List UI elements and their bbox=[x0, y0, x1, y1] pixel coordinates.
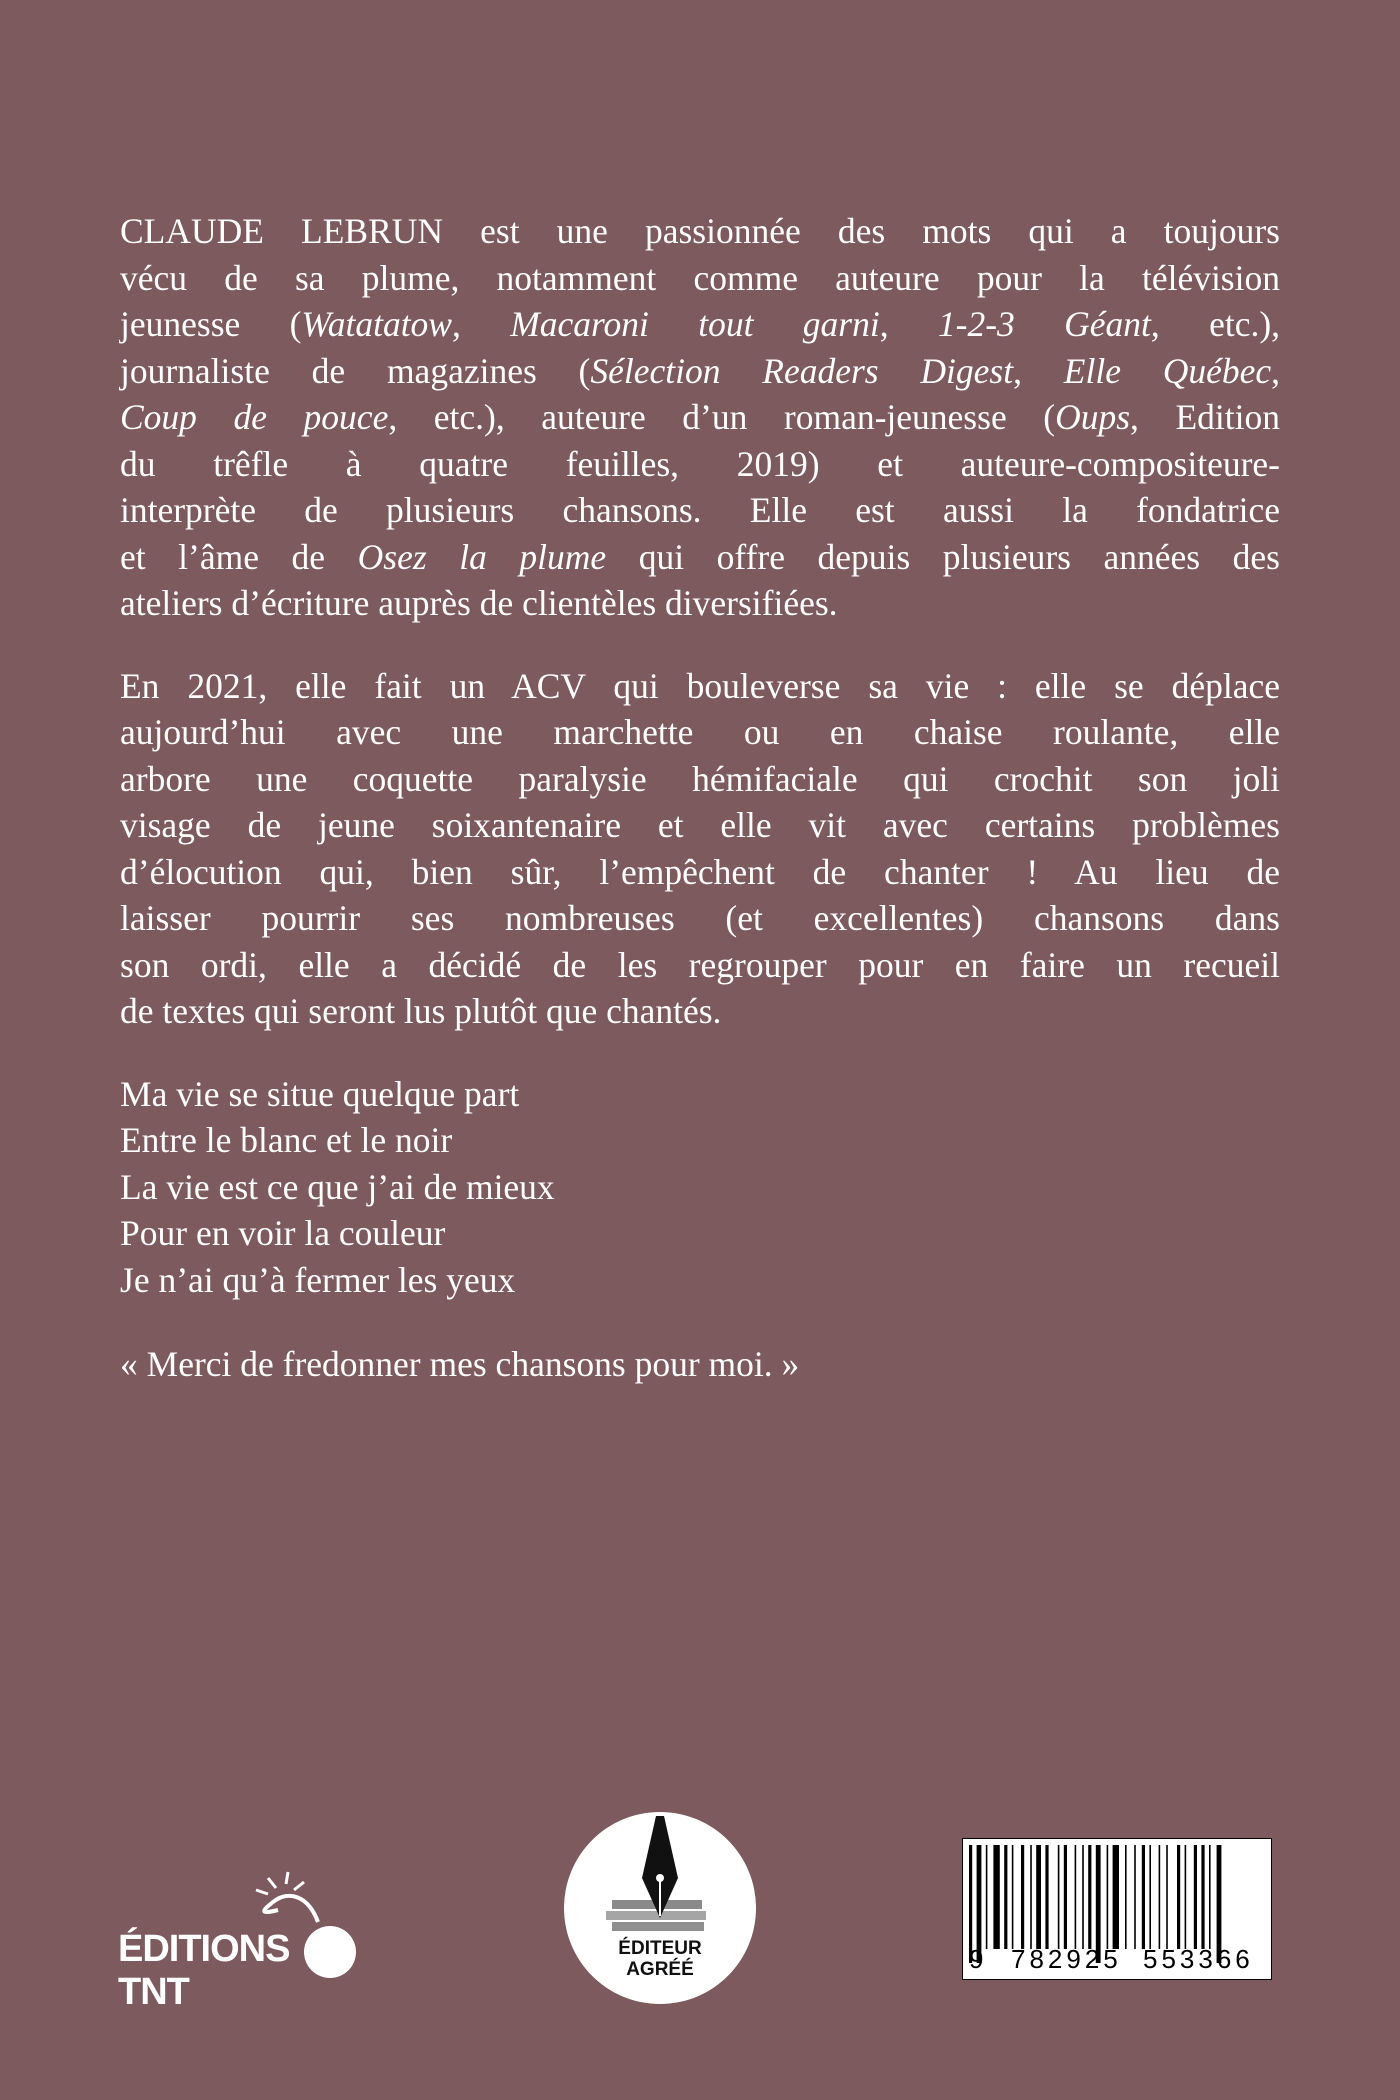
barcode-bar bbox=[1107, 1845, 1109, 1949]
barcode-bar bbox=[1001, 1845, 1003, 1949]
poem-line: Pour en voir la couleur bbox=[120, 1213, 446, 1253]
bio-line bbox=[120, 255, 1280, 302]
title-italic: Coup de pouce bbox=[120, 397, 389, 437]
barcode-bar bbox=[1045, 1845, 1048, 1949]
title-italic: Oups bbox=[1055, 397, 1131, 437]
bio-text-run: , etc.), bbox=[1150, 304, 1281, 344]
barcode-bar bbox=[1120, 1845, 1123, 1949]
barcode-group-1: 782925 bbox=[1011, 1944, 1122, 1974]
bio-line bbox=[120, 580, 1280, 627]
bio-text-run: vécu de sa plume, notamment comme auteure pour la télévision bbox=[120, 257, 1280, 298]
bio-line bbox=[120, 487, 1280, 534]
barcode-bar bbox=[1068, 1845, 1073, 1949]
barcode-bar bbox=[1206, 1845, 1208, 1949]
barcode-bar bbox=[1036, 1845, 1041, 1949]
barcode-digit-first: 9 bbox=[969, 1944, 985, 1974]
bio-text-run: ateliers d’écriture auprès de clientèles diversifiées. bbox=[120, 583, 838, 623]
barcode-bar bbox=[1058, 1845, 1060, 1949]
barcode-bar bbox=[1146, 1845, 1148, 1949]
barcode-bar bbox=[1110, 1845, 1112, 1949]
poem-line: Ma vie se situe quelque part bbox=[120, 1073, 520, 1114]
barcode-bar bbox=[1166, 1845, 1168, 1949]
bio-line bbox=[120, 394, 1280, 441]
closing-quote: « Merci de fredonner mes chansons pour moi. » bbox=[120, 1344, 800, 1384]
bio-line bbox=[120, 301, 1280, 348]
story-line: En 2021, elle fait un ACV qui bouleverse sa vie : elle se déplace bbox=[120, 665, 1280, 706]
barcode-bar bbox=[1134, 1845, 1136, 1949]
poem-excerpt bbox=[120, 1071, 1280, 1304]
barcode-bar bbox=[1078, 1845, 1081, 1949]
isbn-barcode bbox=[962, 1838, 1272, 1980]
seal-line-2: AGRÉÉ bbox=[626, 1959, 694, 1980]
story-line: arbore une coquette paralysie hémifaciale qui crochit son joli bbox=[120, 758, 1280, 799]
title-italic: Sélection Readers Digest bbox=[590, 350, 1014, 391]
barcode-bar bbox=[983, 1845, 985, 1949]
bio-text-run: et l’âme de bbox=[120, 536, 358, 577]
barcode-bar bbox=[986, 1845, 988, 1949]
bio-text-run: , bbox=[879, 304, 938, 344]
bio-text-run: , bbox=[1271, 350, 1281, 391]
barcode-bar bbox=[1201, 1845, 1204, 1949]
bio-text-run: interprète de plusieurs chansons. Elle est aussi la fondatrice bbox=[120, 490, 1280, 530]
bio-line bbox=[120, 534, 1280, 581]
title-italic: Elle Québec bbox=[1063, 350, 1272, 391]
bio-text-run: du trêfle à quatre feuilles, 2019) et auteure-compositeure- bbox=[120, 443, 1280, 484]
logo-text bbox=[118, 1928, 368, 2014]
barcode-bar bbox=[1012, 1845, 1014, 1949]
logo-wordmark: ÉDITIONS TNT bbox=[118, 1928, 290, 2013]
barcode-bar bbox=[1033, 1845, 1035, 1949]
barcode-bar bbox=[1209, 1845, 1211, 1949]
bio-text-run: journaliste de magazines ( bbox=[120, 350, 591, 391]
barcode-bar bbox=[993, 1845, 999, 1949]
story-line: son ordi, elle a décidé de les regrouper pour en faire un recueil bbox=[120, 944, 1280, 985]
barcode-bar bbox=[1075, 1845, 1077, 1949]
barcode-bar bbox=[1177, 1845, 1180, 1949]
publisher-logo bbox=[118, 1860, 368, 2013]
bio-paragraph bbox=[120, 208, 1280, 627]
story-line: aujourd’hui avec une marchette ou en chaise roulante, elle bbox=[120, 712, 1280, 752]
barcode-bar bbox=[1142, 1845, 1145, 1949]
bio-text-run: , bbox=[1013, 350, 1064, 391]
barcode-bar bbox=[1137, 1845, 1140, 1949]
barcode-bar bbox=[1042, 1845, 1044, 1949]
barcode-bar bbox=[1194, 1845, 1197, 1949]
bio-line bbox=[120, 348, 1280, 395]
story-paragraph bbox=[120, 663, 1280, 1035]
barcode-bar bbox=[1050, 1845, 1056, 1949]
barcode-bar bbox=[1149, 1845, 1151, 1949]
title-italic: Watatatow bbox=[301, 304, 452, 344]
story-line: laisser pourrir ses nombreuses (et excellentes) chansons dans bbox=[120, 898, 1280, 938]
barcode-bar bbox=[1030, 1845, 1032, 1949]
poem-line: La vie est ce que j’ai de mieux bbox=[120, 1166, 555, 1207]
editeur-agree-seal bbox=[560, 1808, 760, 2008]
bio-text-run: , bbox=[452, 304, 511, 344]
barcode-bar bbox=[1061, 1845, 1063, 1949]
barcode-bar bbox=[1085, 1845, 1087, 1949]
barcode-bar bbox=[1182, 1845, 1184, 1949]
story-line: visage de jeune soixantenaire et elle vit avec certains problèmes bbox=[120, 805, 1280, 845]
barcode-bar bbox=[1082, 1845, 1084, 1949]
barcode-bar bbox=[1162, 1845, 1165, 1949]
story-line: d’élocution qui, bien sûr, l’empêchent de chanter ! Au lieu de bbox=[120, 851, 1280, 892]
barcode-bar bbox=[1188, 1845, 1193, 1949]
barcode-bar bbox=[989, 1845, 992, 1949]
bio-text-run: CLAUDE LEBRUN est une passionnée des mots qui a toujours bbox=[120, 211, 1280, 251]
title-italic: 1-2-3 Géant bbox=[937, 304, 1151, 344]
bio-text-run: jeunesse ( bbox=[120, 304, 302, 344]
bio-text-run: , Edition bbox=[1130, 397, 1281, 437]
back-cover-text bbox=[120, 208, 1280, 1388]
barcode-bar bbox=[1159, 1845, 1161, 1949]
barcode-bar bbox=[1185, 1845, 1187, 1949]
bio-text-run: qui offre depuis plusieurs années des bbox=[606, 536, 1280, 577]
seal-line-1: ÉDITEUR bbox=[618, 1938, 702, 1959]
barcode-bar bbox=[1015, 1845, 1020, 1949]
bio-line bbox=[120, 208, 1280, 255]
bio-text-run: , etc.), auteure d’un roman-jeunesse ( bbox=[388, 397, 1056, 437]
barcode-bar bbox=[1004, 1845, 1007, 1949]
barcode-bar bbox=[1125, 1845, 1127, 1949]
barcode-bar bbox=[1021, 1845, 1024, 1949]
barcode-bar bbox=[1113, 1845, 1119, 1949]
barcode-bar bbox=[1088, 1845, 1091, 1949]
bio-line bbox=[120, 441, 1280, 488]
barcode-group-2: 553366 bbox=[1143, 1944, 1254, 1974]
title-italic: Osez la plume bbox=[357, 536, 607, 577]
barcode-bar bbox=[1169, 1845, 1175, 1949]
barcode-bar bbox=[1152, 1845, 1157, 1949]
poem-line: Entre le blanc et le noir bbox=[120, 1120, 453, 1160]
barcode-bar bbox=[1198, 1845, 1200, 1949]
title-italic: Macaroni tout garni bbox=[510, 304, 880, 344]
story-line: de textes qui seront lus plutôt que chantés. bbox=[120, 991, 722, 1031]
seal-text bbox=[560, 1938, 760, 1980]
barcode-bar bbox=[1128, 1845, 1133, 1949]
barcode-bar bbox=[1064, 1845, 1067, 1949]
poem-line: Je n’ai qu’à fermer les yeux bbox=[120, 1259, 516, 1300]
barcode-bar bbox=[1009, 1845, 1011, 1949]
barcode-bar bbox=[1026, 1845, 1029, 1949]
